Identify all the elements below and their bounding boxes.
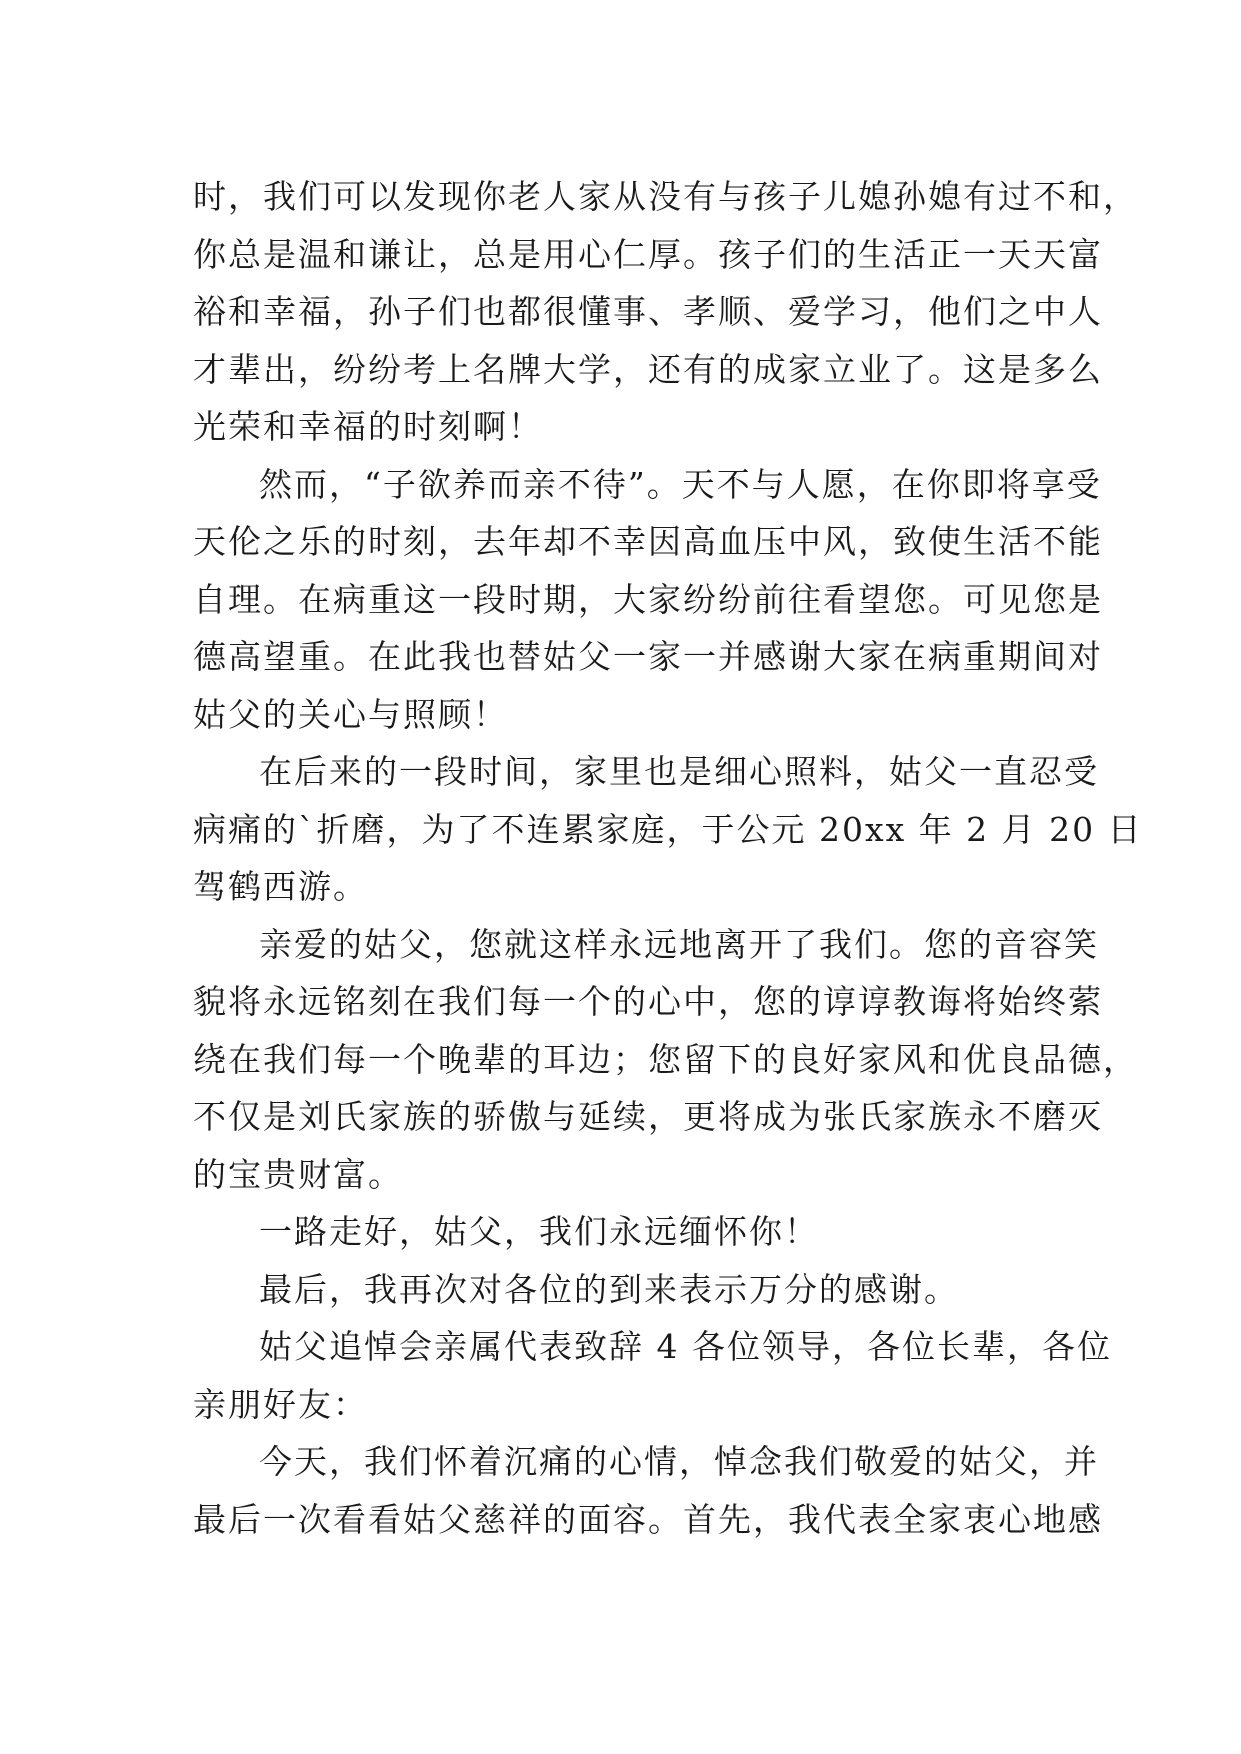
text-line: 姑父追悼会亲属代表致辞 4 各位领导，各位长辈，各位 [259,1327,1112,1366]
text-line: 病痛的`折磨，为了不连累家庭，于公元 20xx 年 2 月 20 日 [193,809,1143,849]
text-line: 最后一次看看姑父慈祥的面容。首先，我代表全家衷心地感 [193,1499,1103,1539]
text-line: 最后，我再次对各位的到来表示万分的感谢。 [259,1269,959,1309]
text-line: 才辈出，纷纷考上名牌大学，还有的成家立业了。这是多么 [193,349,1103,389]
text-line: 亲爱的姑父，您就这样永远地离开了我们。您的音容笑 [259,924,1099,964]
text-line: 貌将永远铭刻在我们每一个的心中，您的谆谆教诲将始终萦 [193,982,1103,1021]
text-line: 然而，“子欲养而亲不待”。天不与人愿，在你即将享受 [259,464,1102,504]
text-line: 驾鹤西游。 [193,867,368,906]
text-line: 绕在我们每一个晚辈的耳边；您留下的良好家风和优良品德， [193,1039,1138,1079]
text-line: 不仅是刘氏家族的骄傲与延续，更将成为张氏家族永不磨灭 [193,1097,1103,1136]
text-line: 在后来的一段时间，家里也是细心照料，姑父一直忍受 [259,752,1099,791]
text-line: 时，我们可以发现你老人家从没有与孩子儿媳孙媳有过不和， [193,177,1138,216]
text-line: 一路走好，姑父，我们永远缅怀你！ [259,1212,819,1251]
text-line: 德高望重。在此我也替姑父一家一并感谢大家在病重期间对 [193,637,1103,676]
text-line: 亲朋好友： [193,1384,368,1424]
eulogy-text-body [193,168,1143,1548]
text-line: 你总是温和谦让，总是用心仁厚。孩子们的生活正一天天富 [193,234,1103,274]
text-line: 的宝贵财富。 [193,1154,403,1194]
text-line: 姑父的关心与照顾！ [193,694,508,734]
text-line: 光荣和幸福的时刻啊！ [193,407,543,446]
text-line: 天伦之乐的时刻，去年却不幸因高血压中风，致使生活不能 [193,522,1103,561]
text-line: 自理。在病重这一段时期，大家纷纷前往看望您。可见您是 [193,579,1103,619]
text-line: 今天，我们怀着沉痛的心情，悼念我们敬爱的姑父，并 [259,1442,1099,1481]
text-line: 裕和幸福，孙子们也都很懂事、孝顺、爱学习，他们之中人 [193,292,1103,331]
